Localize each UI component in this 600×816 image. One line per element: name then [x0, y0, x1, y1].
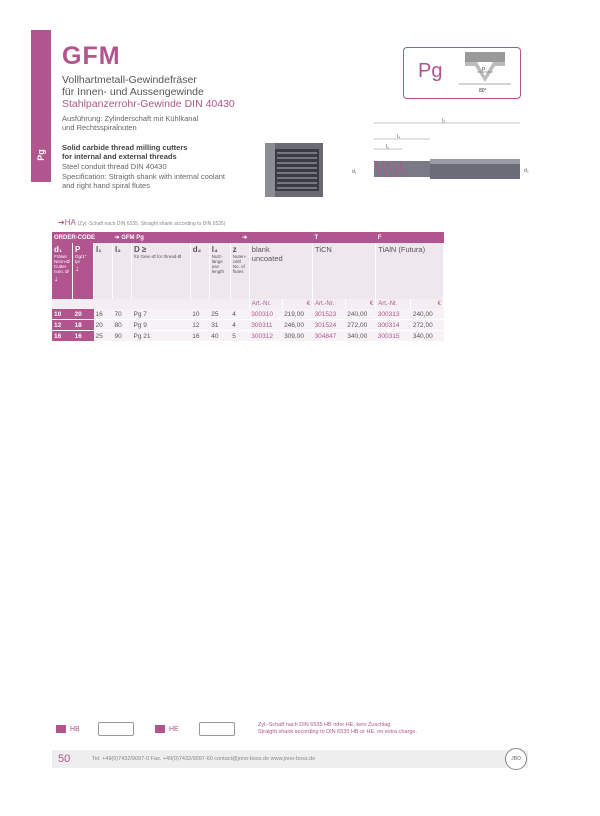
cell-l1: 25: [94, 331, 113, 342]
product-title: GFM: [62, 42, 121, 70]
cell-art-tialn: 300313: [376, 309, 411, 320]
he-label: HE: [169, 726, 179, 733]
coating-f-code: F: [376, 232, 444, 243]
art-spacer: [52, 299, 249, 309]
cell-d1: 16: [52, 331, 73, 342]
hb-label: HB: [70, 726, 80, 733]
col-l1: l₁: [94, 243, 113, 299]
desc-en-bold: [62, 143, 187, 161]
cell-art-blank: 300312: [249, 331, 282, 342]
cell-price-ticn: 340,00: [345, 331, 375, 342]
cell-p: 16: [73, 331, 94, 342]
desc-de-line3: Stahlpanzerrohr-Gewinde DIN 40430: [62, 98, 235, 110]
desc-en-spec: [62, 162, 225, 191]
col-tialn: TiAlN (Futura): [376, 243, 444, 299]
profile-p-label: P: [482, 67, 486, 73]
logo-text: JBO: [511, 756, 521, 762]
desc-en-line5: and right hand spiral flutes: [62, 181, 150, 190]
cell-D: Pg 9: [132, 320, 191, 331]
cell-d1: 10: [52, 309, 73, 320]
desc-en-line3: Steel conduit thread DIN 40430: [62, 162, 167, 171]
col-D: D ≥ für Gew.-Ø for thread-Ø: [132, 243, 191, 299]
dim-d2: d₂: [524, 168, 529, 174]
cell-l2: 70: [113, 309, 132, 320]
cell-price-ticn: 272,00: [345, 320, 375, 331]
cell-d1: 12: [52, 320, 73, 331]
profile-angle: 80°: [479, 88, 487, 94]
order-blank-cell: [249, 232, 312, 243]
desc-de-line2: für Innen- und Aussengewinde: [62, 86, 204, 98]
ha-prefix: ➔HA: [58, 218, 76, 227]
company-logo: [505, 748, 527, 770]
col-d1: d₁ Fräser Nenn-Ø Cutter nom. Ø ↓: [52, 243, 73, 299]
cell-art-tialn: 300314: [376, 320, 411, 331]
col-l4: l₄ Nutz-länge use length: [209, 243, 230, 299]
order-code-label: ORDER-CODE: [52, 232, 113, 243]
dim-l1: l₁: [386, 144, 389, 150]
cell-art-ticn: 301524: [313, 320, 346, 331]
desc-en-line2: for internal and external threads: [62, 152, 177, 161]
art-nr-label-2: Art.-Nr.: [313, 299, 346, 309]
art-nr-label-1: Art.-Nr.: [249, 299, 282, 309]
ha-note: [58, 218, 225, 227]
dim-l2: l₂: [442, 118, 446, 124]
desc-de-line1: Vollhartmetall-Gewindefräser: [62, 74, 197, 86]
euro-label-2: €: [345, 299, 375, 309]
cell-l1: 20: [94, 320, 113, 331]
desc-en-line4: Specification: Straigth shank with internal coolant: [62, 171, 226, 181]
table-row: [52, 320, 444, 331]
cell-price-tialn: 272,00: [411, 320, 444, 331]
cell-l2: 80: [113, 320, 132, 331]
order-arrow: ➔: [230, 232, 249, 243]
cell-art-blank: 300311: [249, 320, 282, 331]
col-d2: d₂: [190, 243, 209, 299]
cell-price-blank: 219,00: [282, 309, 312, 320]
cell-price-blank: 309,00: [282, 331, 312, 342]
shank-note-de: Zyl.-Schaft nach DIN 6535 HB oder HE, kein Zuschlag: [258, 722, 391, 728]
euro-label-1: €: [282, 299, 312, 309]
desc-en-line1: Solid carbide thread milling cutters: [62, 143, 188, 152]
cell-art-tialn: 300315: [376, 331, 411, 342]
art-nr-row: [52, 299, 444, 309]
hb-shank-icon: [98, 722, 134, 736]
desc-de-spec-a: Ausführung: Zylinderschaft mit Kühlkanal: [62, 114, 199, 123]
cell-art-blank: 300310: [249, 309, 282, 320]
order-code-row: [52, 232, 444, 243]
cell-d2: 12: [190, 320, 209, 331]
cell-d2: 10: [190, 309, 209, 320]
desc-de-spec: [62, 114, 198, 132]
shank-note-en: Straight shank according to DIN 6535 HB or HE, no extra charge.: [258, 729, 417, 735]
coating-t-code: T: [313, 232, 376, 243]
cell-art-ticn: 304847: [313, 331, 346, 342]
contact-info: Tel. +49(0)7432/9097-0 Fax. +49(0)7432/9097-60 contact@jono-boss.de www.jono-boss.de: [92, 756, 316, 762]
side-tab-label: Pg: [36, 149, 46, 161]
dim-d1: d₁: [352, 169, 357, 175]
col-l2: l₂: [113, 243, 132, 299]
col-z: z Nuten-zahl No. of flutes: [230, 243, 249, 299]
cell-price-tialn: 340,00: [411, 331, 444, 342]
ha-text: (Zyl.-Schaft nach DIN 6535, Straight shank according to DIN 6535): [77, 221, 226, 227]
cell-price-blank: 246,00: [282, 320, 312, 331]
he-shank-icon: [199, 722, 235, 736]
table-row: [52, 331, 444, 342]
cell-z: 4: [230, 320, 249, 331]
spec-table: [52, 232, 444, 342]
page-number: 50: [58, 753, 71, 765]
cell-D: Pg 7: [132, 309, 191, 320]
cell-z: 5: [230, 331, 249, 342]
cell-l4: 40: [209, 331, 230, 342]
art-nr-label-3: Art.-Nr.: [376, 299, 411, 309]
hb-arrow-icon: [56, 725, 66, 733]
cell-price-ticn: 240,00: [345, 309, 375, 320]
cell-price-tialn: 240,00: [411, 309, 444, 320]
column-header-row: [52, 243, 444, 299]
profile-label: Pg: [418, 60, 443, 82]
cell-d2: 16: [190, 331, 209, 342]
he-arrow-icon: [155, 725, 165, 733]
thread-photo: [265, 143, 323, 197]
desc-de-spec-b: und Rechtsspiralnuten: [62, 123, 137, 132]
tool-drawing: [340, 117, 534, 195]
thread-profile-icon: [455, 48, 515, 96]
col-ticn: TiCN: [313, 243, 376, 299]
cell-p: 20: [73, 309, 94, 320]
col-blank: blank uncoated: [249, 243, 312, 299]
dim-l4: l₄: [397, 134, 401, 140]
cell-z: 4: [230, 309, 249, 320]
order-code-value: ➔ GFM Pg: [113, 232, 231, 243]
euro-label-3: €: [411, 299, 444, 309]
cell-l2: 90: [113, 331, 132, 342]
table-row: [52, 309, 444, 320]
cell-l4: 25: [209, 309, 230, 320]
cell-l4: 31: [209, 320, 230, 331]
cell-l1: 16: [94, 309, 113, 320]
cell-p: 18: [73, 320, 94, 331]
cell-D: Pg 21: [132, 331, 191, 342]
cell-art-ticn: 301523: [313, 309, 346, 320]
col-p: P Gg/1" tpi ↓: [73, 243, 94, 299]
